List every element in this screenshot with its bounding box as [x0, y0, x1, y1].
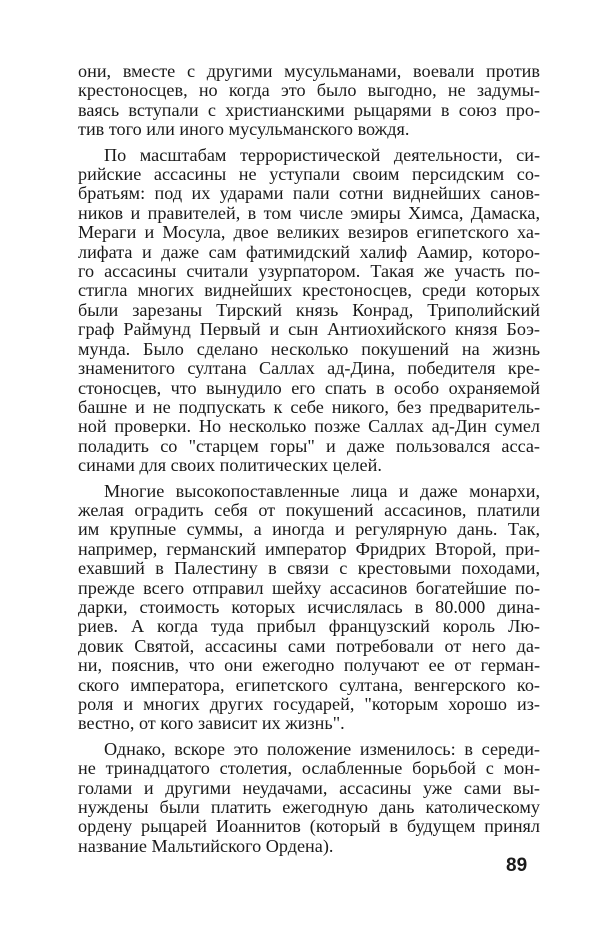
text-line: крестоносцев, но когда это было выгодно, не задумы-	[78, 80, 540, 101]
text-line: синами для своих политических целей.	[78, 455, 382, 476]
text-line: роля и многих других государей, "которым хорошо из-	[78, 694, 540, 714]
text-line: Мераги и Мосула, двое великих везиров египетского ха-	[78, 222, 540, 243]
text-line: тив того или иного мусульманского вождя.	[78, 119, 410, 140]
text-line: ваясь вступали с христианскими рыцарями в союз про-	[78, 99, 540, 120]
text-line: например, германский император Фридрих Второй, при-	[78, 538, 540, 559]
text-line: Однако, вскоре это положение изменилось: в середи-	[104, 738, 540, 759]
text-line: ордену рыцарей Иоаннитов (который в будущем принял	[78, 816, 540, 837]
text-line: дарки, стоимость которых исчислялась в 80.000 дина-	[78, 596, 540, 617]
text-line: Многие высокопоставленные лица и даже монархи,	[104, 480, 540, 501]
paragraph	[78, 62, 540, 140]
text-line: голами и другими неудачами, ассасины уже сами вы-	[78, 777, 540, 798]
page-number: 89	[506, 855, 528, 876]
text-line: им крупные суммы, а иногда и регулярную дань. Так,	[78, 519, 540, 540]
text-line: ского императора, египетского султана, венгерского ко-	[78, 674, 540, 695]
body-text	[78, 62, 540, 856]
text-line: довик Святой, ассасины сами потребовали от него да-	[78, 635, 540, 656]
text-line: риев. А когда туда прибыл французский король Лю-	[78, 616, 540, 637]
text-line: ной проверки. Но несколько позже Саллах ад-Дин сумел	[78, 416, 540, 437]
text-line: не тринадцатого столетия, ослабленные борьбой с мон-	[78, 758, 540, 779]
text-line: желая оградить себя от покушений ассасинов, платили	[78, 499, 540, 520]
text-line: вестно, от кого зависит их жизнь".	[78, 713, 345, 734]
paragraph	[78, 146, 540, 476]
text-line: стигла многих виднейших крестоносцев, среди которых	[78, 280, 540, 301]
text-line: были зарезаны Тирский князь Конрад, Триполийский	[78, 299, 540, 320]
paragraph	[78, 482, 540, 734]
text-line: ников и правителей, в том числе эмиры Химса, Дамаска,	[78, 202, 540, 223]
text-line: братьям: под их ударами пали сотни виднейших санов-	[78, 183, 540, 204]
paragraph	[78, 740, 540, 856]
text-line: ни, пояснив, что они ежегодно получают ее от герман-	[78, 655, 540, 676]
text-line: мунда. Было сделано несколько покушений на жизнь	[78, 338, 540, 359]
text-line: башне и не подпускать к себе никого, без предваритель-	[78, 396, 540, 417]
text-line: ехавший в Палестину в связи с крестовыми походами,	[78, 558, 540, 579]
text-line: поладить со "старцем горы" и даже пользовался асса-	[78, 435, 540, 456]
text-line: прежде всего отправил шейху ассасинов богатейшие по-	[78, 577, 540, 598]
text-line: лифата и даже сам фатимидский халиф Аамир, которо-	[78, 241, 540, 262]
text-line: нуждены были платить ежегодную дань католическому	[78, 797, 540, 818]
text-line: знаменитого султана Саллах ад-Дина, победителя кре-	[78, 358, 540, 379]
text-line: стоносцев, что вынудило его спать в особо охраняемой	[78, 377, 540, 398]
text-line: название Мальтийского Ордена).	[78, 835, 334, 856]
text-line: го ассасины считали узурпатором. Такая же участь по-	[78, 261, 540, 282]
text-line: рийские ассасины не уступали своим персидским со-	[78, 164, 540, 185]
text-line: граф Раймунд Первый и сын Антиохийского князя Боэ-	[78, 319, 540, 340]
text-line: По масштабам террористической деятельности, си-	[104, 144, 540, 165]
text-line: они, вместе с другими мусульманами, воевали против	[78, 61, 540, 81]
